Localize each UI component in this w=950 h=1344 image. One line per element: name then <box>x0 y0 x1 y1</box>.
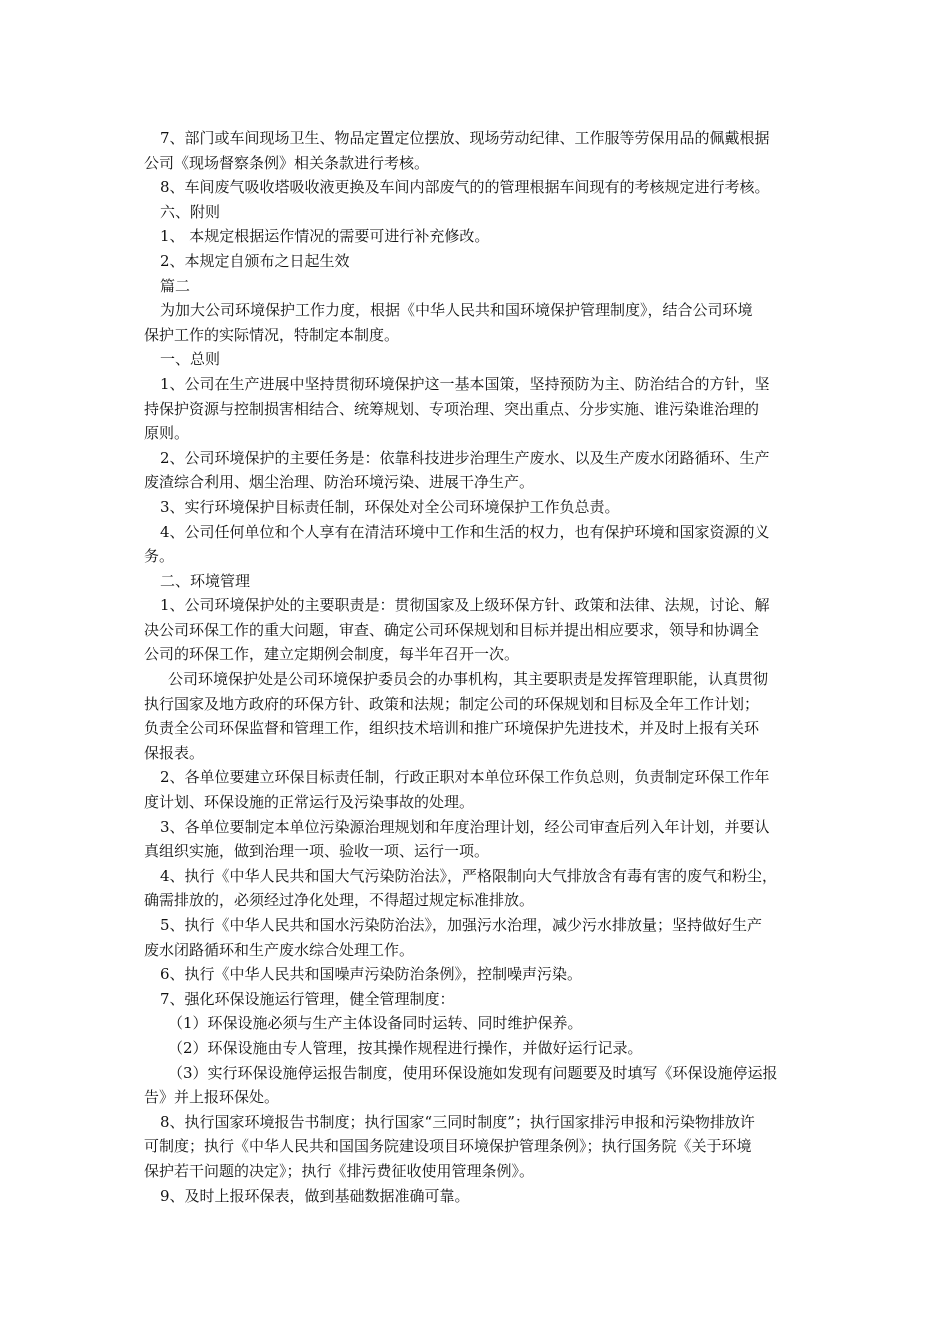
text-line: 负责全公司环保监督和管理工作，组织技术培训和推广环境保护先进技术，并及时上报有关环 <box>144 719 760 738</box>
text-line: 7、强化环保设施运行管理，健全管理制度： <box>160 989 455 1008</box>
text-line: （1）环保设施必须与生产主体设备同时运转、同时维护保养。 <box>168 1014 583 1033</box>
text-line: 8、执行国家环境报告书制度；执行国家“三同时制度”；执行国家排污申报和污染物排放许 <box>160 1112 755 1131</box>
text-line: 度计划、环保设施的正常运行及污染事故的处理。 <box>144 793 475 812</box>
text-line: 2、公司环境保护的主要任务是：依靠科技进步治理生产废水、以及生产废水闭路循环、生产 <box>160 448 770 467</box>
text-line: 废水闭路循环和生产废水综合处理工作。 <box>144 940 415 959</box>
text-line: 告》并上报环保处。 <box>144 1088 280 1107</box>
text-line: （3）实行环保设施停运报告制度，使用环保设施如发现有问题要及时填写《环保设施停运报 <box>168 1063 778 1082</box>
text-line: 公司的环保工作，建立定期例会制度，每半年召开一次。 <box>144 645 520 664</box>
document-page <box>144 126 816 1208</box>
text-line: （2）环保设施由专人管理，按其操作规程进行操作，并做好运行记录。 <box>168 1038 643 1057</box>
text-line: 决公司环保工作的重大问题，审查、确定公司环保规划和目标并提出相应要求，领导和协调全 <box>144 620 760 639</box>
text-line: 公司环境保护处是公司环境保护委员会的办事机构，其主要职责是发挥管理职能，认真贯彻 <box>168 670 769 689</box>
text-line: 1、 本规定根据运作情况的需要可进行补充修改。 <box>160 227 490 246</box>
section-heading: 一、总则 <box>160 350 221 369</box>
text-line: 务。 <box>144 547 175 566</box>
text-line: 真组织实施，做到治理一项、验收一项、运行一项。 <box>144 842 490 861</box>
text-line: 2、各单位要建立环保目标责任制，行政正职对本单位环保工作负总则，负责制定环保工作年 <box>160 768 770 787</box>
text-line: 保护若干问题的决定》；执行《排污费征收使用管理条例》。 <box>144 1161 535 1180</box>
section-heading: 六、附则 <box>160 202 221 221</box>
text-line: 4、执行《中华人民共和国大气污染防治法》，严格限制向大气排放含有毒有害的废气和粉尘， <box>160 866 778 885</box>
text-line: 5、执行《中华人民共和国水污染防治法》，加强污水治理，减少污水排放量；坚持做好生产 <box>160 916 763 934</box>
text-line: 保护工作的实际情况，特制定本制度。 <box>144 325 400 344</box>
text-line: 执行国家及地方政府的环保方针、政策和法规；制定公司的环保规划和目标及全年工作计划； <box>144 694 760 713</box>
text-line: 6、执行《中华人民共和国噪声污染防治条例》，控制噪声污染。 <box>160 965 583 984</box>
section-heading: 篇二 <box>160 276 191 295</box>
text-line: 4、公司任何单位和个人享有在清洁环境中工作和生活的权力，也有保护环境和国家资源的义 <box>160 522 770 541</box>
text-line: 3、实行环境保护目标责任制，环保处对全公司环境保护工作负总责。 <box>160 497 620 516</box>
text-line: 3、各单位要制定本单位污染源治理规划和年度治理计划，经公司审查后列入年计划，并要认 <box>160 817 770 836</box>
text-line: 9、及时上报环保表，做到基础数据准确可靠。 <box>160 1186 470 1205</box>
text-line: 公司《现场督察条例》相关条款进行考核。 <box>144 153 430 172</box>
text-line: 确需排放的，必须经过净化处理，不得超过规定标准排放。 <box>144 891 535 910</box>
text-line: 保报表。 <box>144 743 205 762</box>
text-line: 废渣综合利用、烟尘治理、防治环境污染、进展干净生产。 <box>144 473 535 492</box>
text-line: 原则。 <box>144 424 190 443</box>
text-line: 为加大公司环境保护工作力度，根据《中华人民共和国环境保护管理制度》，结合公司环境 <box>160 301 753 320</box>
text-line: 持保护资源与控制损害相结合、统筹规划、专项治理、突出重点、分步实施、谁污染谁治理的 <box>144 399 760 418</box>
text-line: 8、车间废气吸收塔吸收液更换及车间内部废气的的管理根据车间现有的考核规定进行考核。 <box>160 178 770 197</box>
text-line: 可制度；执行《中华人民共和国国务院建设项目环境保护管理条例》；执行国务院《关于环境 <box>144 1137 752 1156</box>
text-line: 7、部门或车间现场卫生、物品定置定位摆放、现场劳动纪律、工作服等劳保用品的佩戴根据 <box>160 129 770 147</box>
text-line: 2、本规定自颁布之日起生效 <box>160 251 350 270</box>
section-heading: 二、环境管理 <box>160 571 251 590</box>
text-line: 1、公司环境保护处的主要职责是：贯彻国家及上级环保方针、政策和法律、法规，讨论、解 <box>160 596 770 615</box>
text-line: 1、公司在生产进展中坚持贯彻环境保护这一基本国策，坚持预防为主、防治结合的方针，坚 <box>160 374 770 393</box>
